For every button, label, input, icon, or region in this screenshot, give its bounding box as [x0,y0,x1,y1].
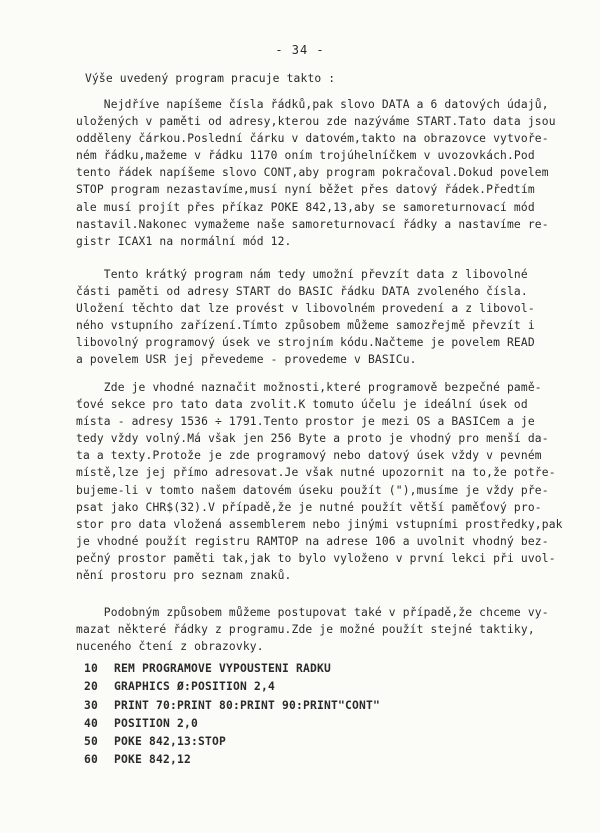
paragraph-1 [76,96,576,250]
line-number: 50 [84,735,99,749]
code-statement: PRINT 70:PRINT 80:PRINT 90:PRINT"CONT" [114,698,381,712]
text-line: STOP program nezastavíme,musí nyní běžet přes datový řádek.Předtím [76,183,535,197]
paragraph-3 [76,379,576,584]
text-line: nastavil.Nakonec vymažeme naše samoreturnovací řádky a nastavíme re- [76,217,549,231]
text-line: Tento krátký program nám tedy umožní převzít data z libovolné [76,268,528,281]
code-line [84,697,564,715]
text-line: libovolný programový úsek ve strojním kódu.Načteme je povelem READ [76,336,535,350]
text-line: je vhodné použít registru RAMTOP na adrese 106 a uvolnit vhodný bez- [76,534,549,548]
text-line: ta a texty.Protože je zde programový nebo datový úsek vždy v pevném [76,449,542,463]
text-line: místě,lze jej přímo adresovat.Je však nutné upozornit na to,že potře- [76,466,556,480]
text-line: místa - adresy 1536 ÷ 1791.Tento prostor je mezi OS a BASICem a je [76,415,535,429]
code-line [84,715,564,733]
code-line [84,733,564,751]
code-statement: POKE 842,13:STOP [114,735,227,749]
intro-line: Výše uvedený program pracuje takto : [85,72,336,85]
code-line [84,660,564,678]
intro-block [76,70,576,87]
text-line: ném řádku,mažeme v řádku 1170 oním trojúhelníčkem v uvozovkách.Pod [76,149,535,163]
paragraph-2 [76,266,576,369]
text-line: odděleny čárkou.Poslední čárku v datovém,takto na obrazovce vytvoře- [76,132,549,146]
text-line: ale musí projít přes příkaz POKE 842,13,aby se samoreturnovací mód [76,200,535,214]
text-line: ťové sekce pro tato data zvolit.K tomuto účelu je ideální úsek od [76,398,528,412]
text-line: ného vstupního zařízení.Tímto způsobem můžeme samozřejmě převzít i [76,319,535,333]
text-line: gistr ICAX1 na normální mód 12. [76,234,292,248]
line-number: 10 [84,662,99,675]
code-line [84,751,564,769]
text-line: části paměti od adresy START do BASIC řádku DATA zvoleného čísla. [76,285,528,299]
text-line: nuceného čtení z obrazovky. [76,640,264,654]
line-number: 30 [84,698,99,712]
code-line [84,678,564,696]
line-number: 60 [84,753,99,767]
text-line: Zde je vhodné naznačit možnosti,které programově bezpečné pamě- [76,381,542,394]
text-line: a povelem USR jej převedeme - provedeme v BASICu. [76,353,417,367]
text-line: nění prostoru pro seznam znaků. [76,569,292,583]
line-number: 20 [84,680,99,694]
text-line: mazat některé řádky z programu.Zde je možné použít stejné taktiky, [76,623,535,637]
page-number: - 34 - [275,43,325,57]
paragraph-4 [76,604,576,655]
text-line: Nejdříve napíšeme čísla řádků,pak slovo DATA a 6 datových údajů, [76,98,549,111]
text-line: bujeme-li v tomto našem datovém úseku použít ("),musíme je vždy pře- [76,483,549,497]
code-listing [84,660,564,770]
text-line: Podobným způsobem můžeme postupovat také v případě,že chceme vy- [76,606,549,619]
text-line: tento řádek napíšeme slovo CONT,aby program pokračoval.Dokud povelem [76,166,549,180]
text-line: stor pro data vložená assemblerem nebo jinými vstupními prostředky,pak [76,517,563,531]
code-statement: POKE 842,12 [114,753,192,767]
text-line: uložených v paměti od adresy,kterou zde nazýváme START.Tato data jsou [76,115,556,129]
code-statement: GRAPHICS Ø:POSITION 2,4 [114,680,276,694]
code-statement: POSITION 2,0 [114,716,199,730]
text-line: tedy vždy volný.Má však jen 256 Byte a proto je vhodný pro menší da- [76,432,549,446]
text-line: psat jako CHR$(32).V případě,že je nutné použít větší paměťový pro- [76,500,542,514]
line-number: 40 [84,716,99,730]
code-statement: REM PROGRAMOVE VYPOUSTENI RADKU [114,662,332,675]
text-line: Uložení těchto dat lze provést v libovolném provedení a z libovol- [76,302,535,316]
text-line: pečný prostor paměti tak,jak to bylo vyloženo v první lekci při uvol- [76,551,556,565]
